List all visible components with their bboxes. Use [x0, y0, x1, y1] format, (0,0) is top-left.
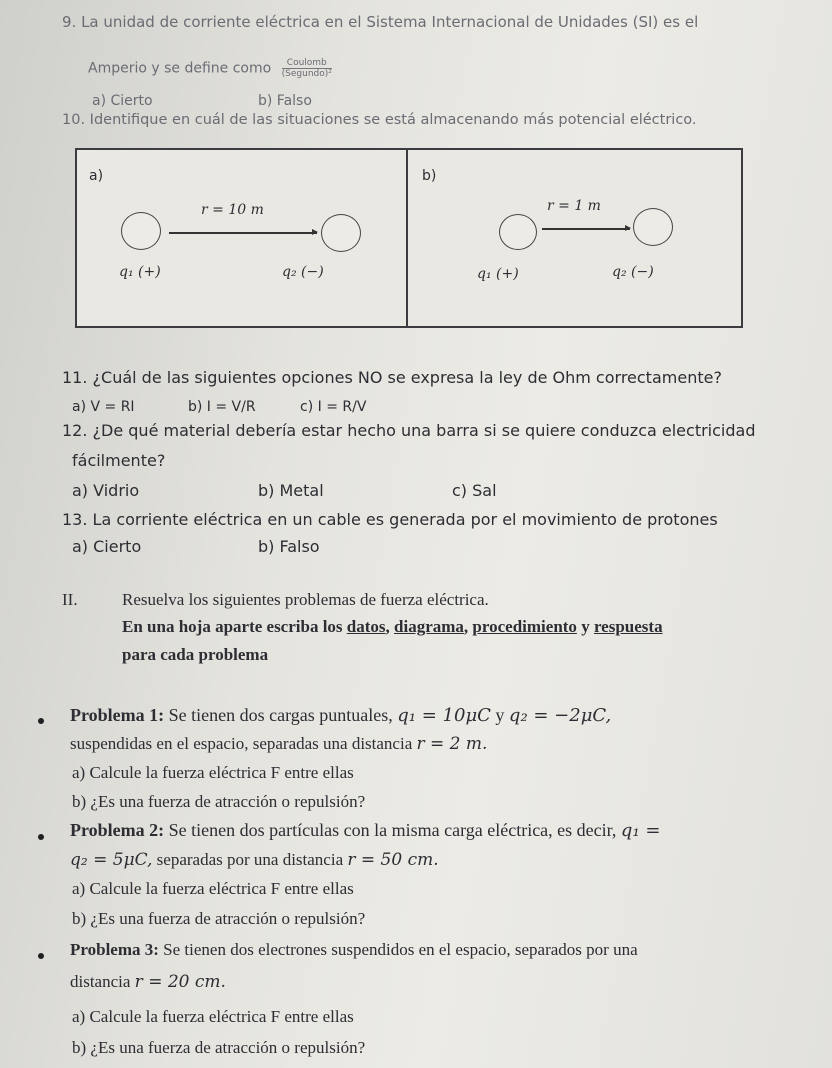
q12-line2: fácilmente? [72, 451, 166, 470]
bullet [38, 834, 44, 840]
problem-1-distance: r = 2 m. [416, 734, 488, 754]
problem-2-distance: r = 50 cm. [347, 850, 439, 870]
problem-2-part-b: b) ¿Es una fuerza de atracción o repulsión? [72, 909, 366, 928]
q13-text: 13. La corriente eléctrica en un cable es generada por el movimiento de protones [62, 510, 718, 529]
panel-b-q2-label: q₂ (−) [612, 264, 654, 280]
charge-q2-circle [633, 208, 673, 246]
problem-3-part-a: a) Calcule la fuerza eléctrica F entre ellas [72, 1007, 354, 1026]
problem-3-line2-text: distancia [70, 972, 135, 991]
q9-option-a: a) Cierto [92, 93, 153, 109]
problem-1-label: Problema 1: [70, 705, 165, 725]
panel-b-q1-label: q₁ (+) [477, 266, 519, 282]
q11-option-c: c) I = R/V [300, 399, 367, 415]
instr-diagrama: diagrama [394, 617, 464, 636]
panel-a-distance: r = 10 m [201, 202, 264, 218]
problem-2-part-a: a) Calcule la fuerza eléctrica F entre ellas [72, 879, 354, 898]
q12-option-b: b) Metal [258, 481, 324, 500]
q11-option-b: b) I = V/R [188, 399, 256, 415]
charge-q1-circle [499, 214, 537, 250]
instr-y: y [576, 617, 594, 636]
charge-q1-circle [121, 212, 161, 250]
instr-sep: , [385, 617, 395, 636]
q9-text: 9. La unidad de corriente eléctrica en el Sistema Internacional de Unidades (SI) es el [62, 13, 699, 31]
problem-1-statement [70, 705, 611, 726]
q9-fraction-numerator: Coulomb [282, 58, 332, 69]
panel-a-label: a) [89, 168, 104, 184]
section-title: Resuelva los siguientes problemas de fuerza eléctrica. [122, 590, 489, 609]
q9-fraction [282, 58, 332, 79]
q11-option-a: a) V = RI [72, 399, 135, 415]
q13-option-a: a) Cierto [72, 537, 142, 556]
instr-sep: , [463, 617, 473, 636]
section-instructions-line2: para cada problema [122, 645, 269, 664]
section-instructions [122, 617, 663, 637]
distance-arrow [169, 232, 317, 234]
instr-datos: datos [346, 617, 386, 636]
panel-b-distance: r = 1 m [547, 198, 601, 214]
problem-1-line2 [70, 734, 487, 754]
instr-respuesta: respuesta [593, 617, 663, 636]
bullet [38, 718, 44, 724]
problem-1-q2: q₂ = −2μC, [508, 705, 612, 726]
problem-1-part-a: a) Calcule la fuerza eléctrica F entre ellas [72, 763, 354, 782]
problem-2-q2: q₂ = 5μC, [70, 850, 153, 870]
q11-text: 11. ¿Cuál de las siguientes opciones NO se expresa la ley de Ohm correctamente? [62, 368, 722, 387]
problem-2-line2-text: separadas por una distancia [152, 850, 348, 869]
problem-2-text: Se tienen dos partículas con la misma carga eléctrica, es decir, [164, 820, 621, 840]
problem-1-part-b: b) ¿Es una fuerza de atracción o repulsión? [72, 792, 366, 811]
q13-option-b: b) Falso [258, 537, 320, 556]
problem-2-line2 [70, 850, 439, 870]
problem-3-statement [70, 940, 638, 960]
q9-fraction-denominator: (Segundo)² [281, 69, 332, 79]
problem-1-text: Se tienen dos cargas puntuales, [164, 705, 398, 725]
problem-3-distance: r = 20 cm. [134, 972, 226, 992]
problem-2-label: Problema 2: [70, 820, 165, 840]
charge-q2-circle [321, 214, 361, 252]
panel-a-q1-label: q₁ (+) [119, 264, 161, 280]
potential-diagram [75, 148, 743, 328]
instr-text: En una hoja aparte escriba los [122, 617, 347, 636]
bullet [38, 953, 44, 959]
problem-3-text: Se tienen dos electrones suspendidos en el espacio, separados por una [158, 940, 638, 959]
problem-1-q1: q₁ = 10μC [397, 705, 491, 726]
q12-text: 12. ¿De qué material debería estar hecho una barra si se quiere conduzca electricidad [62, 421, 756, 440]
diagram-divider [406, 150, 408, 326]
problem-3-part-b: b) ¿Es una fuerza de atracción o repulsión? [72, 1038, 366, 1057]
problem-1-line2-text: suspendidas en el espacio, separadas una distancia [70, 734, 417, 753]
section-number: II. [62, 590, 78, 609]
q9-line2 [88, 58, 332, 79]
problem-1-y: y [490, 705, 509, 725]
problem-2-statement [70, 820, 660, 841]
panel-a-q2-label: q₂ (−) [282, 264, 324, 280]
problem-3-label: Problema 3: [70, 940, 159, 959]
q12-option-a: a) Vidrio [72, 481, 140, 500]
q10-text: 10. Identifique en cuál de las situaciones se está almacenando más potencial eléctrico. [62, 112, 697, 128]
q9-option-b: b) Falso [258, 93, 312, 109]
distance-arrow [542, 228, 630, 230]
q9-line2-text: Amperio y se define como [88, 60, 272, 77]
q12-option-c: c) Sal [452, 481, 497, 500]
problem-3-line2 [70, 972, 226, 992]
problem-2-q1: q₁ = [620, 820, 661, 841]
panel-b-label: b) [422, 168, 437, 184]
instr-procedimiento: procedimiento [472, 617, 577, 636]
